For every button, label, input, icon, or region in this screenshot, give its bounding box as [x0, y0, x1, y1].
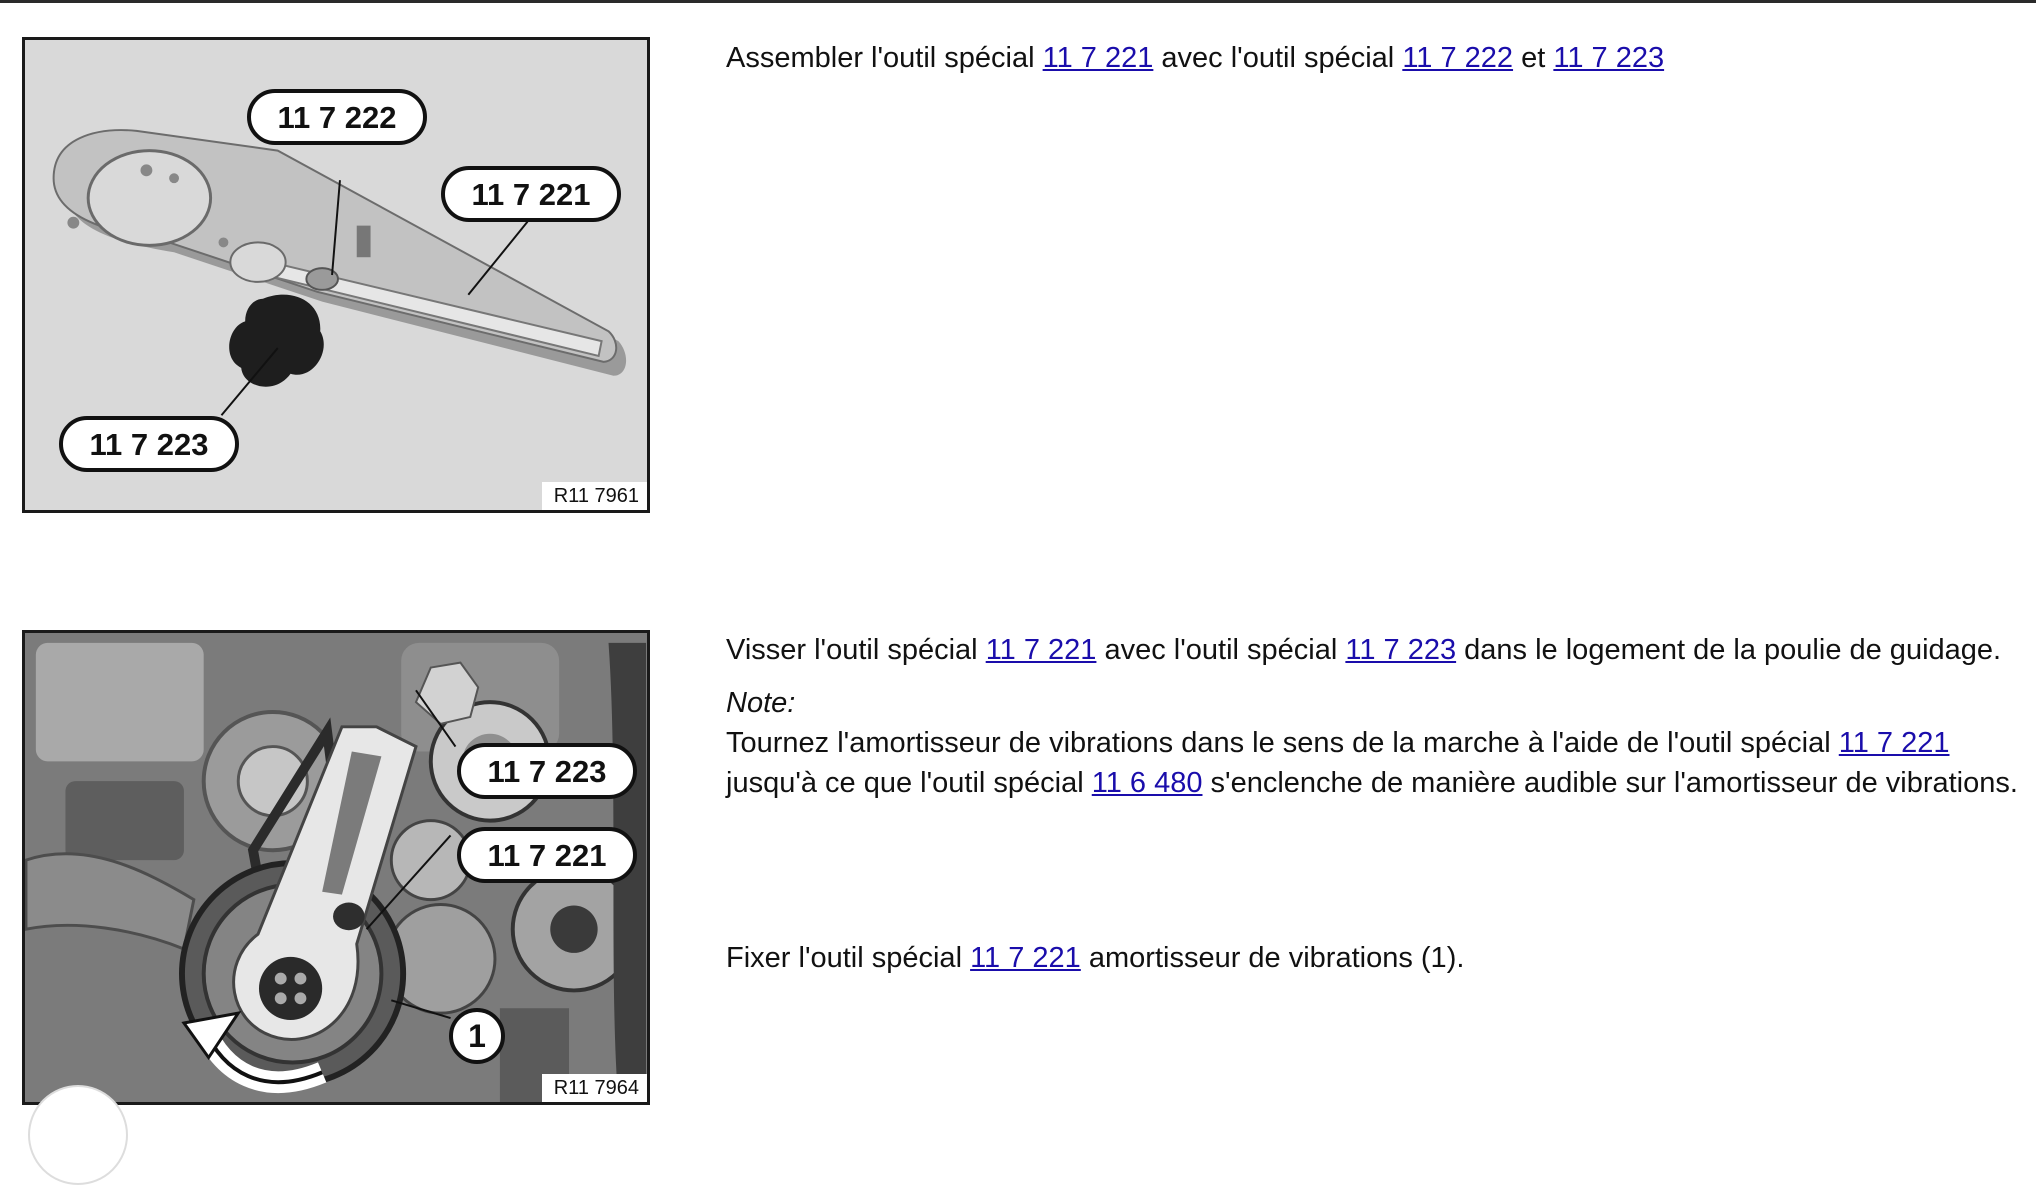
tool-link-11-6-480[interactable]: 11 6 480: [1091, 767, 1203, 799]
top-rule: [0, 0, 2036, 3]
step-3-paragraph: [726, 938, 2026, 978]
step-2-text: dans le logement de la poulie de guidage.: [1464, 634, 2002, 666]
step-1-text: Assembler l'outil spécial: [726, 42, 1035, 74]
tool-link-11-7-222[interactable]: 11 7 222: [1402, 42, 1514, 74]
step-2-paragraph: [726, 630, 2026, 670]
step-1-text: avec l'outil spécial: [1161, 42, 1395, 74]
step-2: [726, 630, 2026, 803]
callout-11-7-221: 11 7 221: [441, 166, 621, 222]
step-2-text: Visser l'outil spécial: [726, 634, 978, 666]
callout-1: 1: [449, 1008, 505, 1064]
figure-id: R11 7961: [542, 482, 647, 510]
note-text: jusqu'à ce que l'outil spécial: [726, 767, 1084, 799]
floating-button[interactable]: [28, 1085, 128, 1185]
note-paragraph: [726, 723, 2026, 803]
step-1-text: et: [1521, 42, 1546, 74]
step-3: [726, 938, 2026, 978]
note-text: Tournez l'amortisseur de vibrations dans le sens de la marche à l'aide de l'outil spécial: [726, 727, 1831, 759]
figure-id: R11 7964: [542, 1074, 647, 1102]
note-text: s'enclenche de manière audible sur l'amortisseur de vibrations.: [1210, 767, 2018, 799]
tool-link-11-7-221[interactable]: 11 7 221: [1042, 42, 1154, 74]
note-title: Note:: [726, 687, 796, 719]
step-3-text: Fixer l'outil spécial: [726, 942, 963, 974]
callout-11-7-223: 11 7 223: [59, 416, 239, 472]
step-1-paragraph: [726, 38, 2026, 78]
tool-link-11-7-223[interactable]: 11 7 223: [1345, 634, 1457, 666]
tool-link-11-7-223[interactable]: 11 7 223: [1553, 42, 1665, 74]
step-3-text: amortisseur de vibrations (1).: [1088, 942, 1465, 974]
tool-link-11-7-221[interactable]: 11 7 221: [1838, 727, 1950, 759]
callout-11-7-221: 11 7 221: [457, 827, 637, 883]
tool-link-11-7-221[interactable]: 11 7 221: [970, 942, 1081, 974]
figure-tool-assembly: [22, 37, 650, 513]
callout-11-7-222: 11 7 222: [247, 89, 427, 145]
tool-link-11-7-221[interactable]: 11 7 221: [985, 634, 1097, 666]
step-1: [726, 38, 2026, 78]
callout-11-7-223: 11 7 223: [457, 743, 637, 799]
figure-engine-installation: [22, 630, 650, 1105]
step-2-text: avec l'outil spécial: [1104, 634, 1338, 666]
